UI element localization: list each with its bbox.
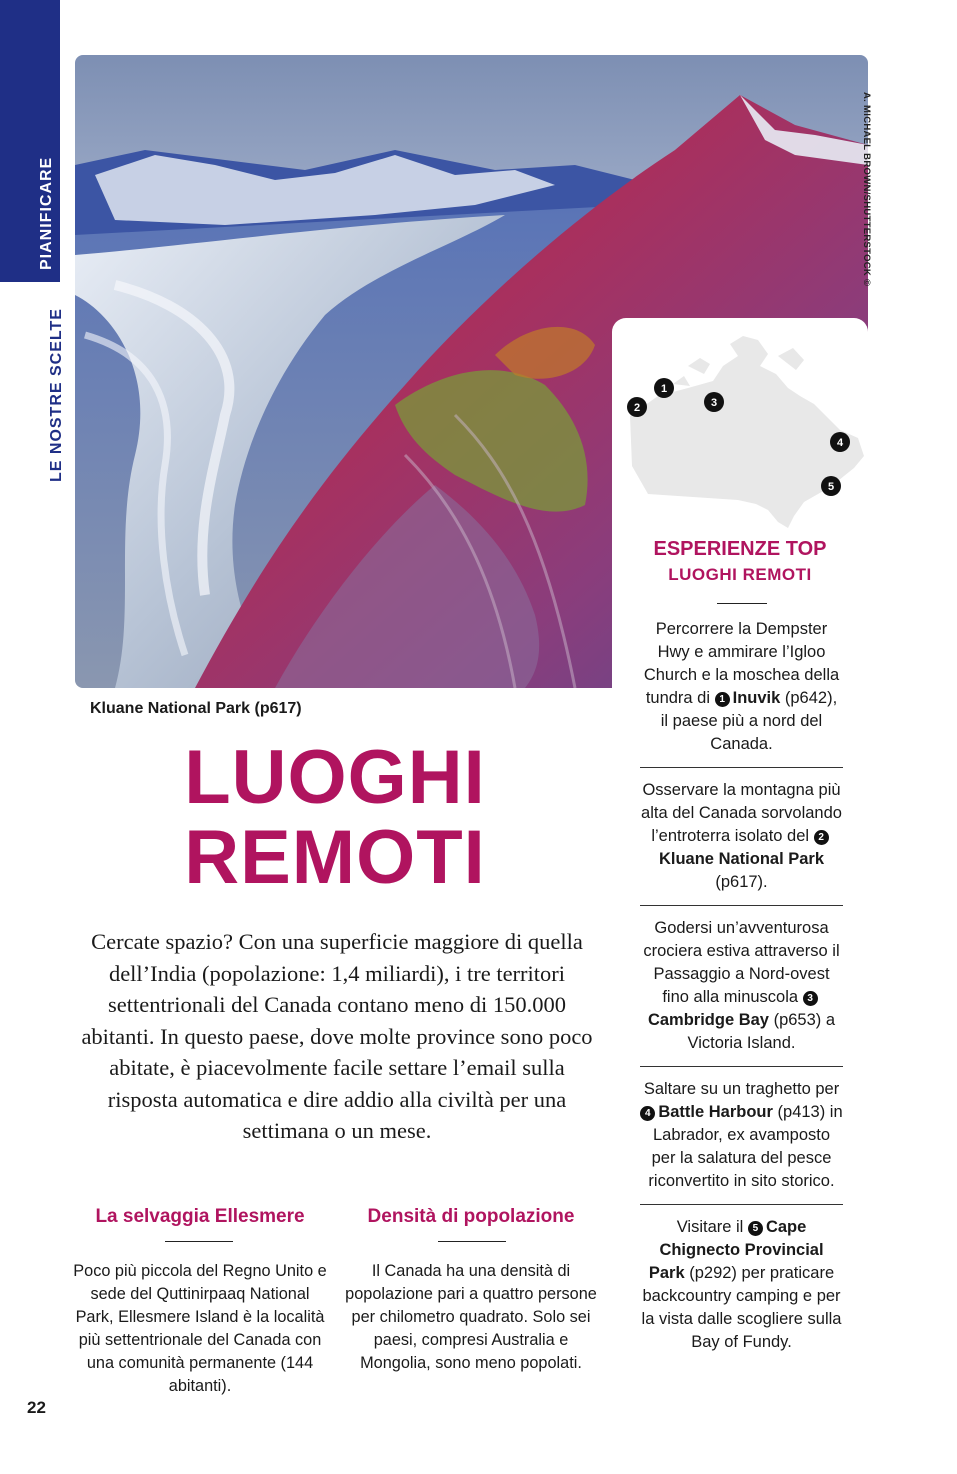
svg-text:3: 3 bbox=[710, 397, 718, 409]
number-badge: 2 bbox=[814, 830, 829, 845]
map-marker-4 bbox=[830, 432, 850, 452]
title-line-1: LUOGHI bbox=[184, 735, 486, 820]
experience-item: Saltare su un traghetto per 4 Battle Harbour (p413) in Labrador, ex avamposto per la salatura del pesce riconvertito in sito storico. bbox=[640, 1078, 843, 1205]
svg-text:1: 1 bbox=[660, 383, 668, 395]
column-divider bbox=[165, 1241, 233, 1242]
page-number: 22 bbox=[27, 1398, 46, 1417]
sidebar-heading-1: ESPERIENZE TOP bbox=[653, 538, 827, 560]
column-heading-ellesmere: La selvaggia Ellesmere bbox=[95, 1206, 305, 1227]
experience-item: Osservare la montagna più alta del Canada sorvolando l’entroterra isolato del 2Kluane National Park (p617). bbox=[640, 779, 843, 906]
column-heading-densita: Densità di popolazione bbox=[367, 1206, 575, 1227]
photo-credit: A. MICHAEL BROWN/SHUTTERSTOCK © bbox=[861, 92, 872, 287]
svg-text:2: 2 bbox=[633, 402, 641, 414]
experience-item: Godersi un’avventurosa crociera estiva attraverso il Passaggio a Nord-ovest fino alla minuscola 3Cambridge Bay (p653) a Victoria Island. bbox=[640, 917, 843, 1067]
map-marker-5 bbox=[821, 476, 841, 496]
side-tab-pianificare[interactable] bbox=[0, 0, 60, 282]
svg-text:4: 4 bbox=[836, 437, 844, 449]
sidebar-divider bbox=[717, 603, 767, 604]
page-title bbox=[90, 735, 580, 900]
svg-text:5: 5 bbox=[827, 481, 835, 493]
place-name: Battle Harbour bbox=[658, 1103, 773, 1121]
experience-list bbox=[640, 618, 843, 1376]
place-name: Cape Chignecto Provincial Park bbox=[648, 1218, 824, 1282]
photo-caption: Kluane National Park (p617) bbox=[90, 700, 302, 717]
map-marker-2 bbox=[627, 397, 647, 417]
lead-paragraph: Cercate spazio? Con una superficie maggiore di quella dell’India (popolazione: 1,4 miliardi), i tre territori settentrionali del Canada contano meno di 150.000 abitanti. In questo paese, dove molte province sono poco abitate, è piacevolmente facile settare l’email sulla risposta automatica e dire addio alla civiltà per una settimana o un mese. bbox=[81, 929, 593, 1143]
map-marker-1 bbox=[654, 378, 674, 398]
map-marker-3 bbox=[704, 392, 724, 412]
number-badge: 3 bbox=[803, 991, 818, 1006]
experience-item: Percorrere la Dempster Hwy e ammirare l’Igloo Church e la moschea della tundra di 1 Inuvik (p642), il paese più a nord del Canada. bbox=[640, 618, 843, 768]
column-text-densita: Il Canada ha una densità di popolazione pari a quattro persone per chilometro quadrato. Solo sei paesi, compresi Australia e Mongolia, sono meno popolati. bbox=[345, 1262, 597, 1372]
title-line-2: REMOTI bbox=[184, 815, 486, 900]
number-badge: 4 bbox=[640, 1106, 655, 1121]
canada-map bbox=[618, 326, 868, 536]
sidebar-heading-2: LUOGHI REMOTI bbox=[668, 565, 812, 584]
side-tab-label: PIANIFICARE bbox=[38, 156, 55, 270]
experience-item: Visitare il 5 Cape Chignecto Provincial Park (p292) per praticare backcountry camping e per la vista dalle scogliere sulla Bay of Fundy. bbox=[641, 1218, 842, 1351]
place-name: Inuvik bbox=[732, 689, 781, 707]
sidebar-heading bbox=[612, 538, 868, 585]
number-badge: 5 bbox=[748, 1221, 763, 1236]
side-tab-label: LE NOSTRE SCELTE bbox=[48, 308, 65, 482]
place-name: Kluane National Park bbox=[658, 850, 825, 868]
column-divider bbox=[438, 1241, 506, 1242]
place-name: Cambridge Bay bbox=[647, 1011, 769, 1029]
number-badge: 1 bbox=[715, 692, 730, 707]
column-text-ellesmere: Poco più piccola del Regno Unito e sede del Quttinirpaaq National Park, Ellesmere Island è la località più settentrionale del Canada con una comunità permanente (144 abitanti). bbox=[73, 1262, 327, 1395]
